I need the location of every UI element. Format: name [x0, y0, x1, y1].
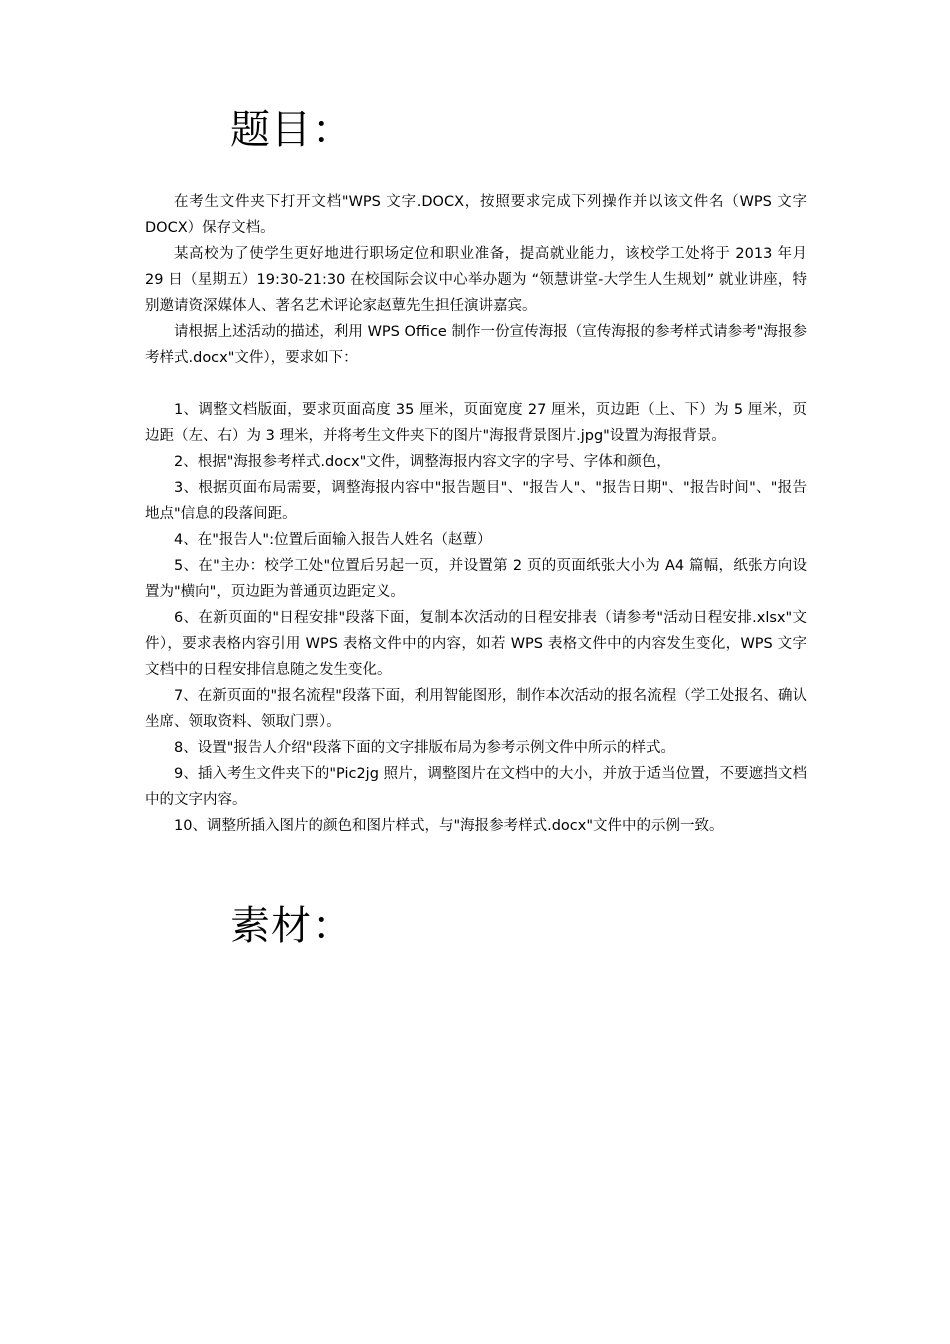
section-material-heading: 素材： — [230, 903, 353, 949]
requirement-item: 4、在"报告人":位置后面输入报告人姓名（赵蕈） — [174, 532, 492, 548]
requirement-item: 1、调整文档版面，要求页面高度 35 厘米，页面宽度 27 厘米，页边距（上、下）为 5 厘米，页边距（左、右）为 3 理米，并将考生文件夹下的图片"海报背景图片.jpg"设置为海报背景。 — [145, 402, 807, 444]
requirement-item: 6、在新页面的"日程安排"段落下面，复制本次活动的日程安排表（请参考"活动日程安排.xlsx"文件），要求表格内容引用 WPS 表格文件中的内容，如若 WPS 表格文件中的内容发生变化，WPS 文字文档中的日程安排信息随之发生变化。 — [145, 610, 807, 678]
intro-paragraph: 某高校为了使学生更好地进行职场定位和职业准备，提高就业能力，该校学工处将于 2013 年月 29 日（星期五）19:30-21:30 在校国际会议中心举办题为 “领慧讲堂-大学生人生规划” 就业讲座，特别邀请资深媒体人、著名艺术评论家赵蕈先生担任演讲嘉宾。 — [145, 246, 807, 314]
requirement-item: 3、根据页面布局需要，调整海报内容中"报告题目"、"报告人"、"报告日期"、"报告时间"、"报告地点"信息的段落间距。 — [145, 480, 807, 522]
paragraph-spacer — [145, 371, 807, 397]
requirement-item: 8、设置"报告人介绍"段落下面的文字排版布局为参考示例文件中所示的样式。 — [174, 740, 676, 756]
document-body — [145, 189, 807, 839]
section-title-heading: 题目： — [230, 107, 353, 153]
requirement-item: 2、根据"海报参考样式.docx"文件，调整海报内容文字的字号、字体和颜色， — [174, 454, 671, 470]
intro-paragraph: 在考生文件夹下打开文档"WPS 文字.DOCX，按照要求完成下列操作并以该文件名（WPS 文字 DOCX）保存文档。 — [145, 194, 807, 236]
intro-paragraph: 请根据上述活动的描述，利用 WPS Office 制作一份宣传海报（宣传海报的参考样式请参考"海报参考样式.docx"文件），要求如下： — [145, 324, 807, 366]
requirement-item: 7、在新页面的"报名流程"段落下面，利用智能图形，制作本次活动的报名流程（学工处报名、确认坐席、领取资料、领取门票）。 — [145, 688, 807, 730]
requirement-item: 9、插入考生文件夹下的"Pic2jg 照片，调整图片在文档中的大小，并放于适当位置，不要遮挡文档中的文字内容。 — [145, 766, 807, 808]
requirement-item: 10、调整所插入图片的颜色和图片样式，与"海报参考样式.docx"文件中的示例一致。 — [174, 818, 724, 834]
requirement-item: 5、在"主办：校学工处"位置后另起一页，并设置第 2 页的页面纸张大小为 A4 篇幅，纸张方向设置为"横向"，页边距为普通页边距定义。 — [145, 558, 807, 600]
